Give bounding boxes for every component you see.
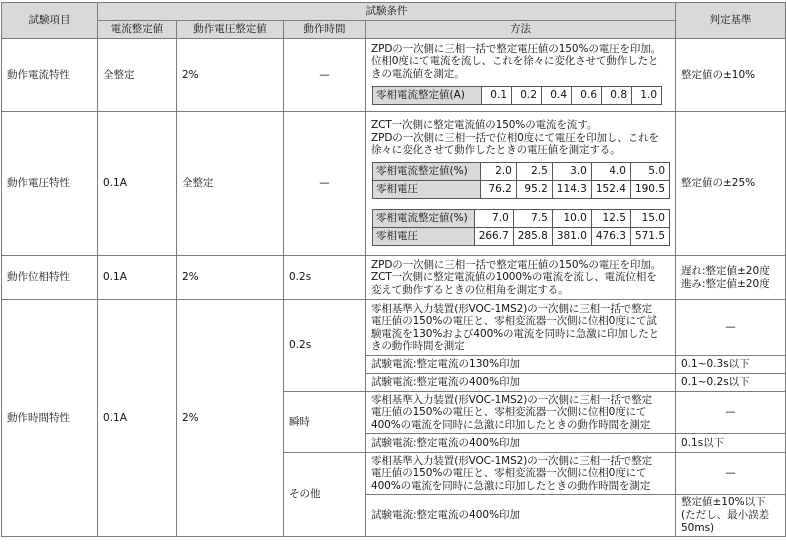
criteria-value: 0.1~0.3s以下 [676, 356, 786, 374]
table-cell: 152.4 [591, 180, 630, 198]
item-label: 動作電圧特性 [2, 112, 98, 256]
method-line: 徐々に変化させて動作したときの電圧値を測定する。 [371, 144, 621, 157]
method-cell [366, 300, 676, 356]
method-cell [366, 256, 676, 300]
voltage-setting-value: 2% [177, 39, 284, 112]
method-line: 位相0度にて電流を流し、これを徐々に変化させて動作したと [371, 55, 659, 68]
header-voltage-setting: 動作電圧整定値 [177, 21, 284, 39]
table-cell: 7.5 [513, 209, 552, 227]
table-cell: 0.8 [602, 87, 632, 105]
voltage-setting-value: 2% [177, 300, 284, 537]
row-current-characteristic [2, 39, 786, 112]
header-test-item: 試験項目 [2, 3, 98, 39]
voltage-setting-value: 全整定 [177, 112, 284, 256]
current-setting-value: 全整定 [98, 39, 177, 112]
operating-time-value: 瞬時 [284, 392, 366, 453]
table-label: 零相電圧 [373, 180, 481, 198]
operating-time-value: 0.2s [284, 256, 366, 300]
method-line: 零相基準入力装置(形VOC-1MS2)の一次側に三相一括で整定 [371, 393, 653, 406]
method-line: 零相基準入力装置(形VOC-1MS2)の一次側に三相一括で整定 [371, 454, 653, 467]
test-current-text: 試験電流:整定電流の130%印加 [366, 356, 676, 374]
voltage-table-2 [372, 209, 670, 246]
method-line: ZPDの一次側に三相一括で位相0度にて電圧を印加し、これを [371, 131, 659, 144]
voltage-setting-value: 2% [177, 256, 284, 300]
method-cell [366, 39, 676, 112]
table-cell: 190.5 [630, 180, 669, 198]
operating-time-value: — [284, 112, 366, 256]
table-cell: 0.6 [572, 87, 602, 105]
table-label: 零相電流整定値(%) [373, 162, 481, 180]
method-cell [366, 453, 676, 495]
table-cell: 114.3 [552, 180, 591, 198]
header-current-setting: 電流整定値 [98, 21, 177, 39]
table-cell: 2.0 [480, 162, 516, 180]
method-line: 電圧値の150%の電圧と、零相変流器一次側に位相0度にて [371, 406, 647, 419]
header-method: 方法 [366, 21, 676, 39]
method-line: きの電流値を測定。 [371, 67, 465, 80]
criteria-value: 0.1s以下 [676, 434, 786, 453]
criteria-line: 整定値±10%以下 [681, 496, 766, 508]
row-voltage-characteristic [2, 112, 786, 256]
method-line: きの動作時間を測定 [371, 340, 465, 352]
table-cell: 3.0 [552, 162, 591, 180]
criteria-value: 整定値の±10% [676, 39, 786, 112]
table-label: 零相電流整定値(A) [373, 87, 482, 105]
method-cell [366, 112, 676, 256]
criteria-line: 50ms) [681, 522, 715, 534]
criteria-cell [676, 495, 786, 537]
table-cell: 76.2 [480, 180, 516, 198]
method-line: 変えて動作するときの位相角を測定する。 [371, 283, 569, 296]
method-line: 電圧値の150%の電圧と、零相変流器一次側に位相0度にて [371, 467, 647, 480]
criteria-value: — [676, 300, 786, 356]
table-cell: 0.1 [482, 87, 512, 105]
criteria-line: (ただし、最小誤差 [681, 509, 770, 521]
header-criteria: 判定基準 [676, 3, 786, 39]
criteria-value: 整定値の±25% [676, 112, 786, 256]
method-line: ZPDの一次側に三相一括で整定電圧値の150%の電圧を印加。 [371, 258, 662, 271]
criteria-line: 遅れ:整定値±20度 [681, 264, 770, 277]
row-time-02s-method [2, 300, 786, 356]
item-label: 動作電流特性 [2, 39, 98, 112]
criteria-cell [676, 256, 786, 300]
table-cell: 381.0 [552, 227, 591, 245]
criteria-line: 進み:整定値±20度 [681, 277, 770, 290]
table-cell: 266.7 [474, 227, 513, 245]
method-line: ZCT一次側に整定電流値の1000%の電流を流し、電流位相を [371, 271, 657, 284]
table-cell: 2.5 [516, 162, 552, 180]
test-current-text: 試験電流:整定電流の400%印加 [366, 495, 676, 537]
header-operating-time: 動作時間 [284, 21, 366, 39]
method-cell [366, 392, 676, 434]
table-cell: 0.2 [512, 87, 542, 105]
method-line: 験電流を130%および400%の電流を同時に急激に印加したと [371, 327, 660, 340]
table-cell: 5.0 [630, 162, 669, 180]
header-test-conditions: 試験条件 [98, 3, 676, 21]
test-spec-table [1, 2, 786, 537]
table-cell: 10.0 [552, 209, 591, 227]
method-line: 電圧値の150%の電圧と、零相変流器一次側に位相0度にて試 [371, 315, 657, 327]
item-label: 動作位相特性 [2, 256, 98, 300]
operating-time-value: 0.2s [284, 300, 366, 392]
method-line: 400%の電流を同時に急激に印加したときの動作時間を測定 [371, 479, 651, 492]
table-label: 零相電圧 [373, 227, 475, 245]
criteria-value: — [676, 392, 786, 434]
table-cell: 0.4 [542, 87, 572, 105]
table-cell: 15.0 [630, 209, 669, 227]
voltage-table-1 [372, 162, 670, 199]
method-line: 400%の電流を同時に急激に印加したときの動作時間を測定 [371, 418, 651, 431]
table-label: 零相電流整定値(%) [373, 209, 475, 227]
table-cell: 285.8 [513, 227, 552, 245]
test-current-text: 試験電流:整定電流の400%印加 [366, 374, 676, 392]
current-setting-value: 0.1A [98, 300, 177, 537]
table-cell: 4.0 [591, 162, 630, 180]
current-setting-table [372, 86, 662, 105]
operating-time-value: — [284, 39, 366, 112]
row-phase-characteristic [2, 256, 786, 300]
operating-time-value: その他 [284, 453, 366, 537]
method-line: ZCT一次側に整定電流値の150%の電流を流す。 [371, 119, 598, 132]
current-setting-value: 0.1A [98, 112, 177, 256]
table-cell: 7.0 [474, 209, 513, 227]
method-line: ZPDの一次側に三相一括で整定電圧値の150%の電圧を印加。 [371, 42, 662, 55]
table-cell: 571.5 [630, 227, 669, 245]
criteria-value: — [676, 453, 786, 495]
method-line: 零相基準入力装置(形VOC-1MS2)の一次側に三相一括で整定 [371, 302, 653, 315]
test-current-text: 試験電流:整定電流の400%印加 [366, 434, 676, 453]
table-cell: 12.5 [591, 209, 630, 227]
current-setting-value: 0.1A [98, 256, 177, 300]
item-label: 動作時間特性 [2, 300, 98, 537]
table-cell: 1.0 [632, 87, 662, 105]
table-cell: 95.2 [516, 180, 552, 198]
table-cell: 476.3 [591, 227, 630, 245]
criteria-value: 0.1~0.2s以下 [676, 374, 786, 392]
